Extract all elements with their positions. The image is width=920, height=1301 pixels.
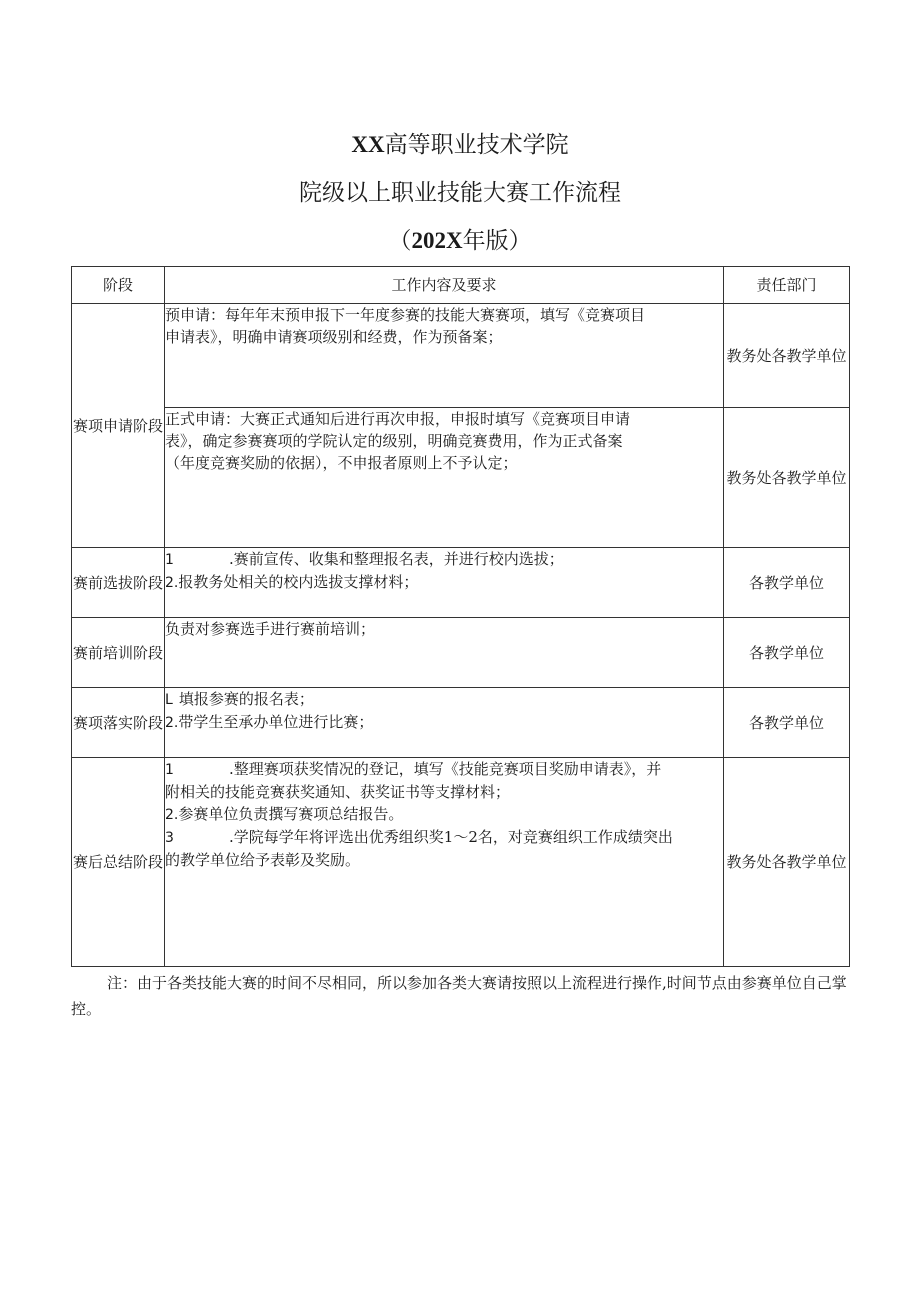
- title-prefix: XX: [351, 132, 385, 157]
- content-line: 的教学单位给予表彰及奖励。: [165, 851, 361, 869]
- item-text: 带学生至承办单位进行比赛；: [178, 713, 374, 731]
- content-cell: [165, 408, 724, 548]
- department-cell: 教务处各教学单位: [724, 758, 850, 967]
- column-header-stage: 阶段: [72, 267, 165, 304]
- content-cell: [165, 688, 724, 758]
- edition-year: 202X: [411, 228, 463, 253]
- department-cell: 教务处各教学单位: [724, 408, 850, 548]
- content-line: 表》，确定参赛赛项的学院认定的级别，明确竞赛费用，作为正式备案: [165, 432, 623, 450]
- item-text: 填报参赛的报名表；: [178, 690, 314, 708]
- item-text: .赛前宣传、收集和整理报名表，并进行校内选拔；: [229, 550, 564, 568]
- item-number: 1: [165, 762, 174, 778]
- table-header-row: [72, 267, 850, 304]
- stage-cell: 赛前培训阶段: [72, 618, 165, 688]
- table-row: [72, 548, 850, 618]
- content-cell: [165, 758, 724, 967]
- content-cell: [165, 548, 724, 618]
- content-line: [165, 711, 723, 734]
- content-line: [165, 688, 723, 711]
- item-text: 报教务处相关的校内选拔支撑材料；: [178, 573, 419, 591]
- content-line: [165, 803, 723, 826]
- department-cell: 各教学单位: [724, 548, 850, 618]
- column-header-department: 责任部门: [724, 267, 850, 304]
- table-row: [72, 688, 850, 758]
- edition-open-paren: （: [388, 228, 412, 254]
- department-cell: 教务处各教学单位: [724, 304, 850, 408]
- table-row: [72, 304, 850, 408]
- item-number: L: [165, 692, 173, 708]
- content-line: 负责对参赛选手进行赛前培训；: [165, 620, 376, 638]
- content-line: 正式申请：大赛正式通知后进行再次申报，申报时填写《竞赛项目申请: [165, 410, 631, 428]
- document-title: [0, 131, 920, 159]
- stage-cell: 赛项申请阶段: [72, 304, 165, 548]
- item-text: .学院每学年将评选出优秀组织奖1～2名，对竞赛组织工作成绩突出: [229, 828, 673, 846]
- item-text: 参赛单位负责撰写赛项总结报告。: [178, 805, 404, 823]
- content-line: （年度竞赛奖励的依据），不申报者原则上不予认定；: [165, 454, 518, 472]
- footnote: 注：由于各类技能大赛的时间不尽相同，所以参加各类大赛请按照以上流程进行操作,时间节点由参赛单位自己掌控。: [71, 974, 847, 1018]
- edition-suffix: 年版）: [462, 228, 532, 254]
- item-number: 2.: [165, 575, 179, 591]
- item-number: 2.: [165, 715, 179, 731]
- content-line: 附相关的技能竞赛获奖通知、获奖证书等支撑材料；: [165, 783, 511, 801]
- content-line: [165, 571, 723, 594]
- item-number: 2.: [165, 807, 179, 823]
- content-line: [165, 826, 723, 849]
- stage-cell: 赛前选拔阶段: [72, 548, 165, 618]
- document-subtitle: 院级以上职业技能大赛工作流程: [299, 180, 621, 206]
- workflow-table: [71, 266, 850, 967]
- content-line: 申请表》，明确申请赛项级别和经费，作为预备案；: [165, 328, 503, 346]
- item-number: 1: [165, 552, 174, 568]
- document-edition: [0, 227, 920, 255]
- item-number: 3: [165, 830, 174, 846]
- table-row: [72, 618, 850, 688]
- column-header-content: 工作内容及要求: [165, 267, 724, 304]
- content-cell: [165, 618, 724, 688]
- content-cell: [165, 304, 724, 408]
- title-institution: 高等职业技术学院: [384, 132, 569, 158]
- table-row: [72, 758, 850, 967]
- table-row: [72, 408, 850, 548]
- department-cell: 各教学单位: [724, 618, 850, 688]
- item-text: .整理赛项获奖情况的登记，填写《技能竞赛项目奖励申请表》，并: [229, 760, 662, 778]
- content-line: [165, 548, 723, 571]
- department-cell: 各教学单位: [724, 688, 850, 758]
- stage-cell: 赛后总结阶段: [72, 758, 165, 967]
- content-line: 预申请：每年年末预申报下一年度参赛的技能大赛赛项，填写《竞赛项目: [165, 306, 646, 324]
- content-line: [165, 758, 723, 781]
- stage-cell: 赛项落实阶段: [72, 688, 165, 758]
